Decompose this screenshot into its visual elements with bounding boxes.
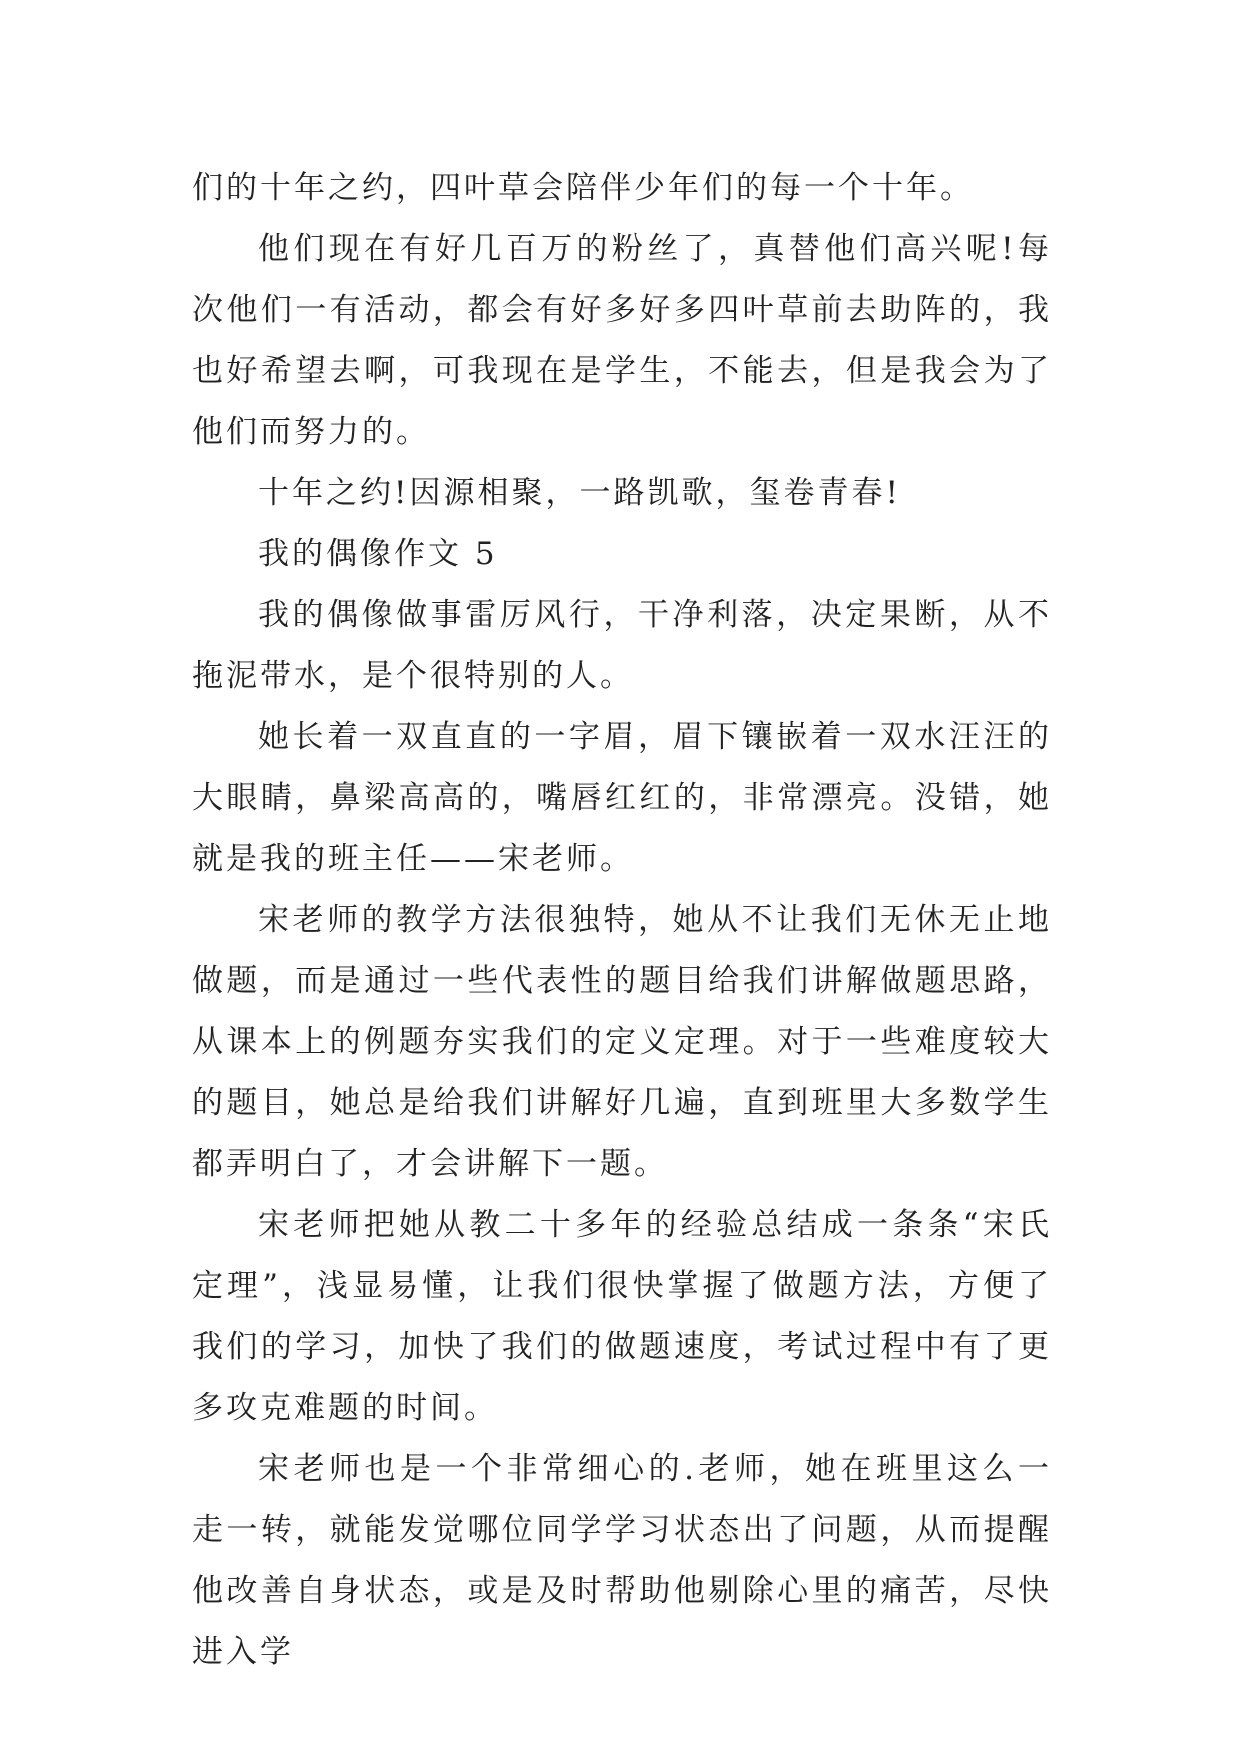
section-heading: 我的偶像作文 5 [258,536,498,572]
paragraph-7: 宋老师的教学方法很独特，她从不让我们无休无止地做题，而是通过一些代表性的题目给我们讲解做题思路，从课本上的例题夯实我们的定义定理。对于一些难度较大的题目，她总是给我们讲解好几遍，直到班里大多数学生都弄明白了，才会讲解下一题。 [192,902,1052,1182]
paragraph-2: 他们现在有好几百万的粉丝了，真替他们高兴呢!每次他们一有活动，都会有好多好多四叶草前去助阵的，我也好希望去啊，可我现在是学生，不能去，但是我会为了他们而努力的。 [192,231,1052,450]
paragraph-6: 她长着一双直直的一字眉，眉下镶嵌着一双水汪汪的大眼睛，鼻梁高高的，嘴唇红红的，非常漂亮。没错，她就是我的班主任——宋老师。 [192,719,1052,877]
paragraph-3: 十年之约!因源相聚，一路凯歌，玺卷青春! [258,475,901,511]
document-body [192,158,1052,1683]
paragraph-8: 宋老师把她从教二十多年的经验总结成一条条“宋氏定理”，浅显易懂，让我们很快掌握了做题方法，方便了我们的学习，加快了我们的做题速度，考试过程中有了更多攻克难题的时间。 [192,1207,1052,1426]
paragraph-1: 们的十年之约，四叶草会陪伴少年们的每一个十年。 [192,170,974,206]
paragraph-9: 宋老师也是一个非常细心的.老师，她在班里这么一走一转，就能发觉哪位同学学习状态出了问题，从而提醒他改善自身状态，或是及时帮助他剔除心里的痛苦，尽快进入学 [192,1451,1052,1670]
paragraph-5: 我的偶像做事雷厉风行，干净利落，决定果断，从不拖泥带水，是个很特别的人。 [192,597,1052,694]
